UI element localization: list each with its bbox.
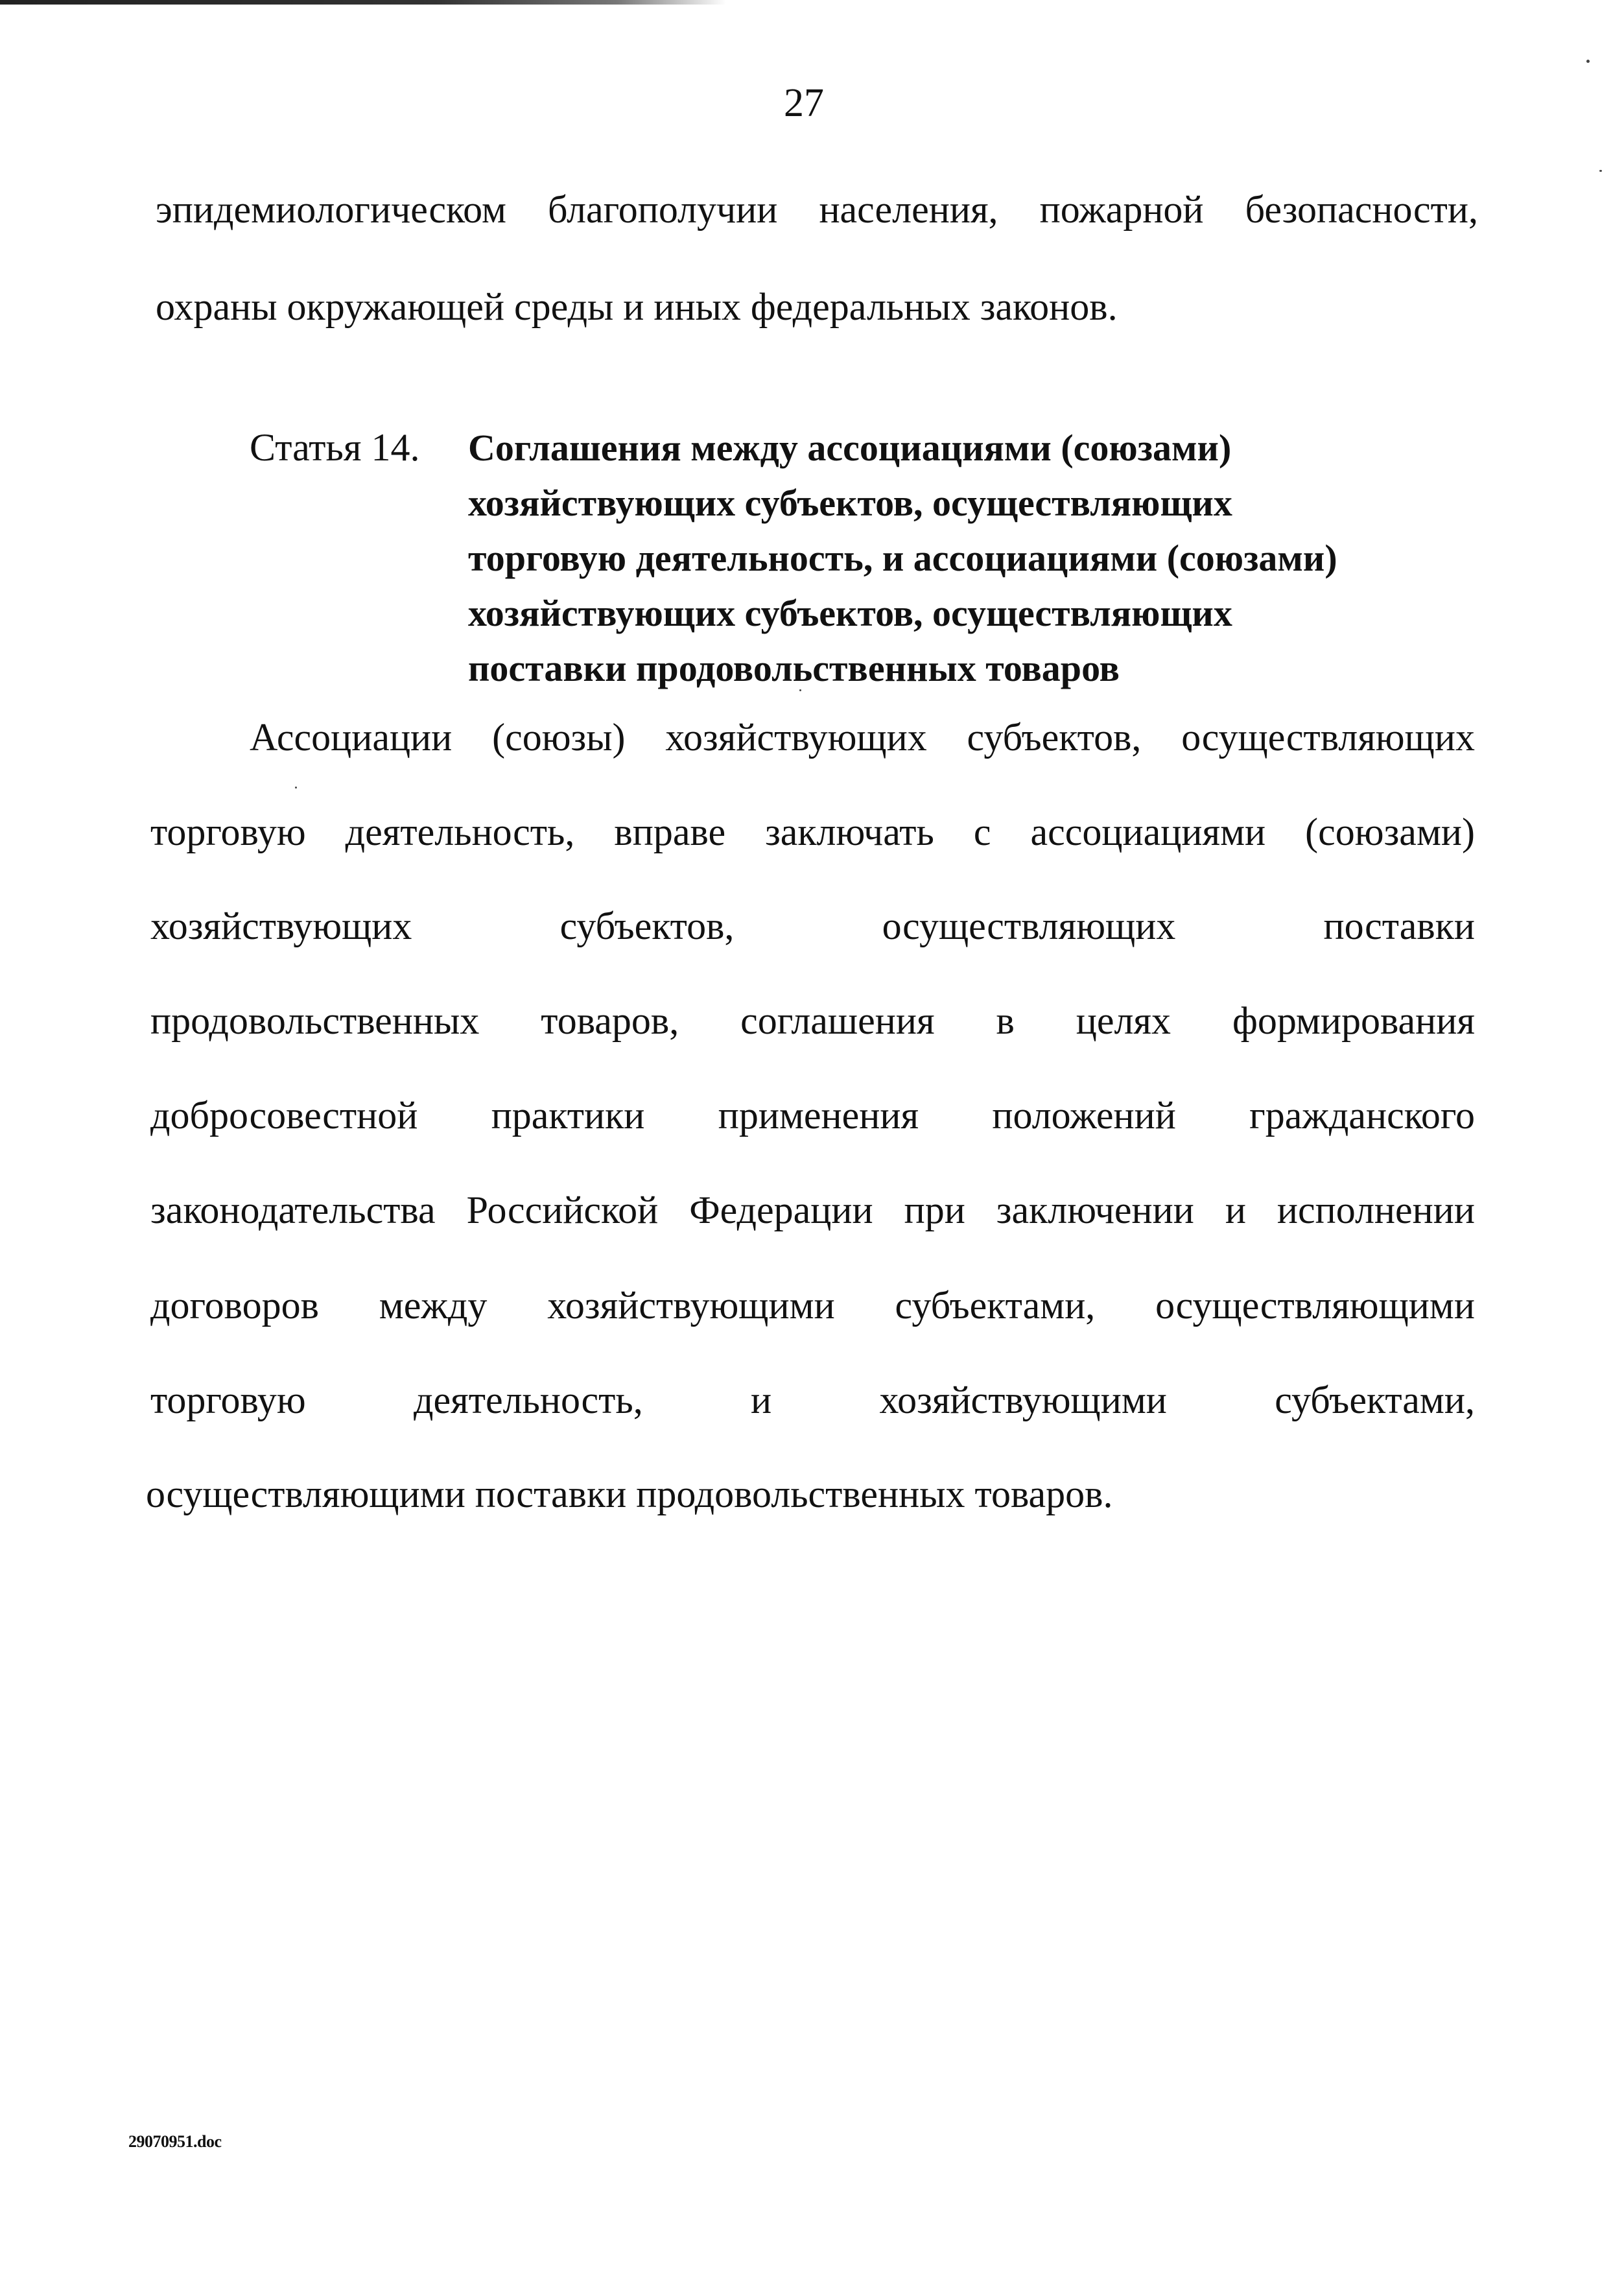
carryover-line-2: охраны окружающей среды и иных федеральных законов. xyxy=(156,285,1118,328)
word: хозяйствующими xyxy=(547,1284,835,1327)
body-line-7 xyxy=(150,1286,1475,1325)
word: договоров xyxy=(150,1284,319,1327)
word: соглашения xyxy=(740,999,935,1042)
word: заключении xyxy=(996,1189,1194,1231)
word: исполнении xyxy=(1277,1189,1475,1231)
word: (союзы) xyxy=(492,716,626,759)
word: хозяйствующими xyxy=(879,1379,1167,1421)
word: торговую xyxy=(150,811,306,853)
word: законодательства xyxy=(150,1189,436,1231)
word: практики xyxy=(491,1094,645,1137)
footer-filename: 29070951.doc xyxy=(128,2132,222,2151)
word: субъектов, xyxy=(559,905,735,947)
word: пожарной xyxy=(1039,188,1204,231)
word: и xyxy=(1225,1189,1246,1231)
word: ассоциациями xyxy=(1030,811,1266,853)
word: Ассоциации xyxy=(250,716,453,759)
word: осуществляющими xyxy=(1155,1284,1475,1327)
word: эпидемиологическом xyxy=(156,188,506,231)
word: субъектами, xyxy=(895,1284,1096,1327)
word: (союзами) xyxy=(1305,811,1475,853)
word: Российской xyxy=(466,1189,659,1231)
word: осуществляющих xyxy=(1181,716,1475,759)
word: с xyxy=(973,811,991,853)
word: применения xyxy=(718,1094,919,1137)
word: при xyxy=(904,1189,965,1231)
article-title-line: хозяйствующих субъектов, осуществляющих xyxy=(468,482,1232,524)
word: хозяйствующих xyxy=(150,905,412,947)
word: безопасности, xyxy=(1245,188,1478,231)
body-line-6 xyxy=(150,1191,1475,1229)
scan-speck xyxy=(1586,60,1590,63)
body-line-2 xyxy=(150,813,1475,851)
word: заключать xyxy=(765,811,934,853)
body-line-8 xyxy=(150,1381,1475,1419)
word: в xyxy=(996,999,1015,1042)
word: благополучии xyxy=(548,188,778,231)
carryover-line-1 xyxy=(156,190,1478,229)
article-title-line: поставки продовольственных товаров xyxy=(468,647,1120,689)
page-number: 27 xyxy=(784,81,824,125)
article-title-line: хозяйствующих субъектов, осуществляющих xyxy=(468,592,1232,634)
word: осуществляющих xyxy=(882,905,1176,947)
scan-speck xyxy=(1599,170,1602,172)
body-line-1 xyxy=(250,718,1475,757)
word: субъектов, xyxy=(967,716,1142,759)
scan-speck xyxy=(295,787,297,789)
article-title xyxy=(468,420,1337,696)
word: товаров, xyxy=(541,999,679,1042)
word: деятельность, xyxy=(413,1379,643,1421)
word: продовольственных xyxy=(150,999,480,1042)
article-title-line: торговую деятельность, и ассоциациями (союзами) xyxy=(468,537,1337,579)
word: вправе xyxy=(614,811,726,853)
body-line-9: осуществляющими поставки продовольственных товаров. xyxy=(146,1473,1113,1515)
body-line-4 xyxy=(150,1001,1475,1040)
word: положений xyxy=(992,1094,1176,1137)
body-line-3 xyxy=(150,907,1475,945)
word: хозяйствующих xyxy=(665,716,927,759)
article-label: Статья 14. xyxy=(250,426,420,469)
word: деятельность, xyxy=(345,811,575,853)
article-title-line: Соглашения между ассоциациями (союзами) xyxy=(468,427,1232,469)
word: торговую xyxy=(150,1379,306,1421)
word: формирования xyxy=(1232,999,1475,1042)
word: субъектами, xyxy=(1275,1379,1475,1421)
scan-edge-artifact xyxy=(0,0,726,5)
body-line-5 xyxy=(150,1096,1475,1135)
word: и xyxy=(751,1379,772,1421)
word: целях xyxy=(1076,999,1171,1042)
word: населения, xyxy=(819,188,998,231)
word: гражданского xyxy=(1249,1094,1475,1137)
word: добросовестной xyxy=(150,1094,418,1137)
word: Федерации xyxy=(689,1189,873,1231)
word: поставки xyxy=(1323,905,1475,947)
word: между xyxy=(379,1284,488,1327)
